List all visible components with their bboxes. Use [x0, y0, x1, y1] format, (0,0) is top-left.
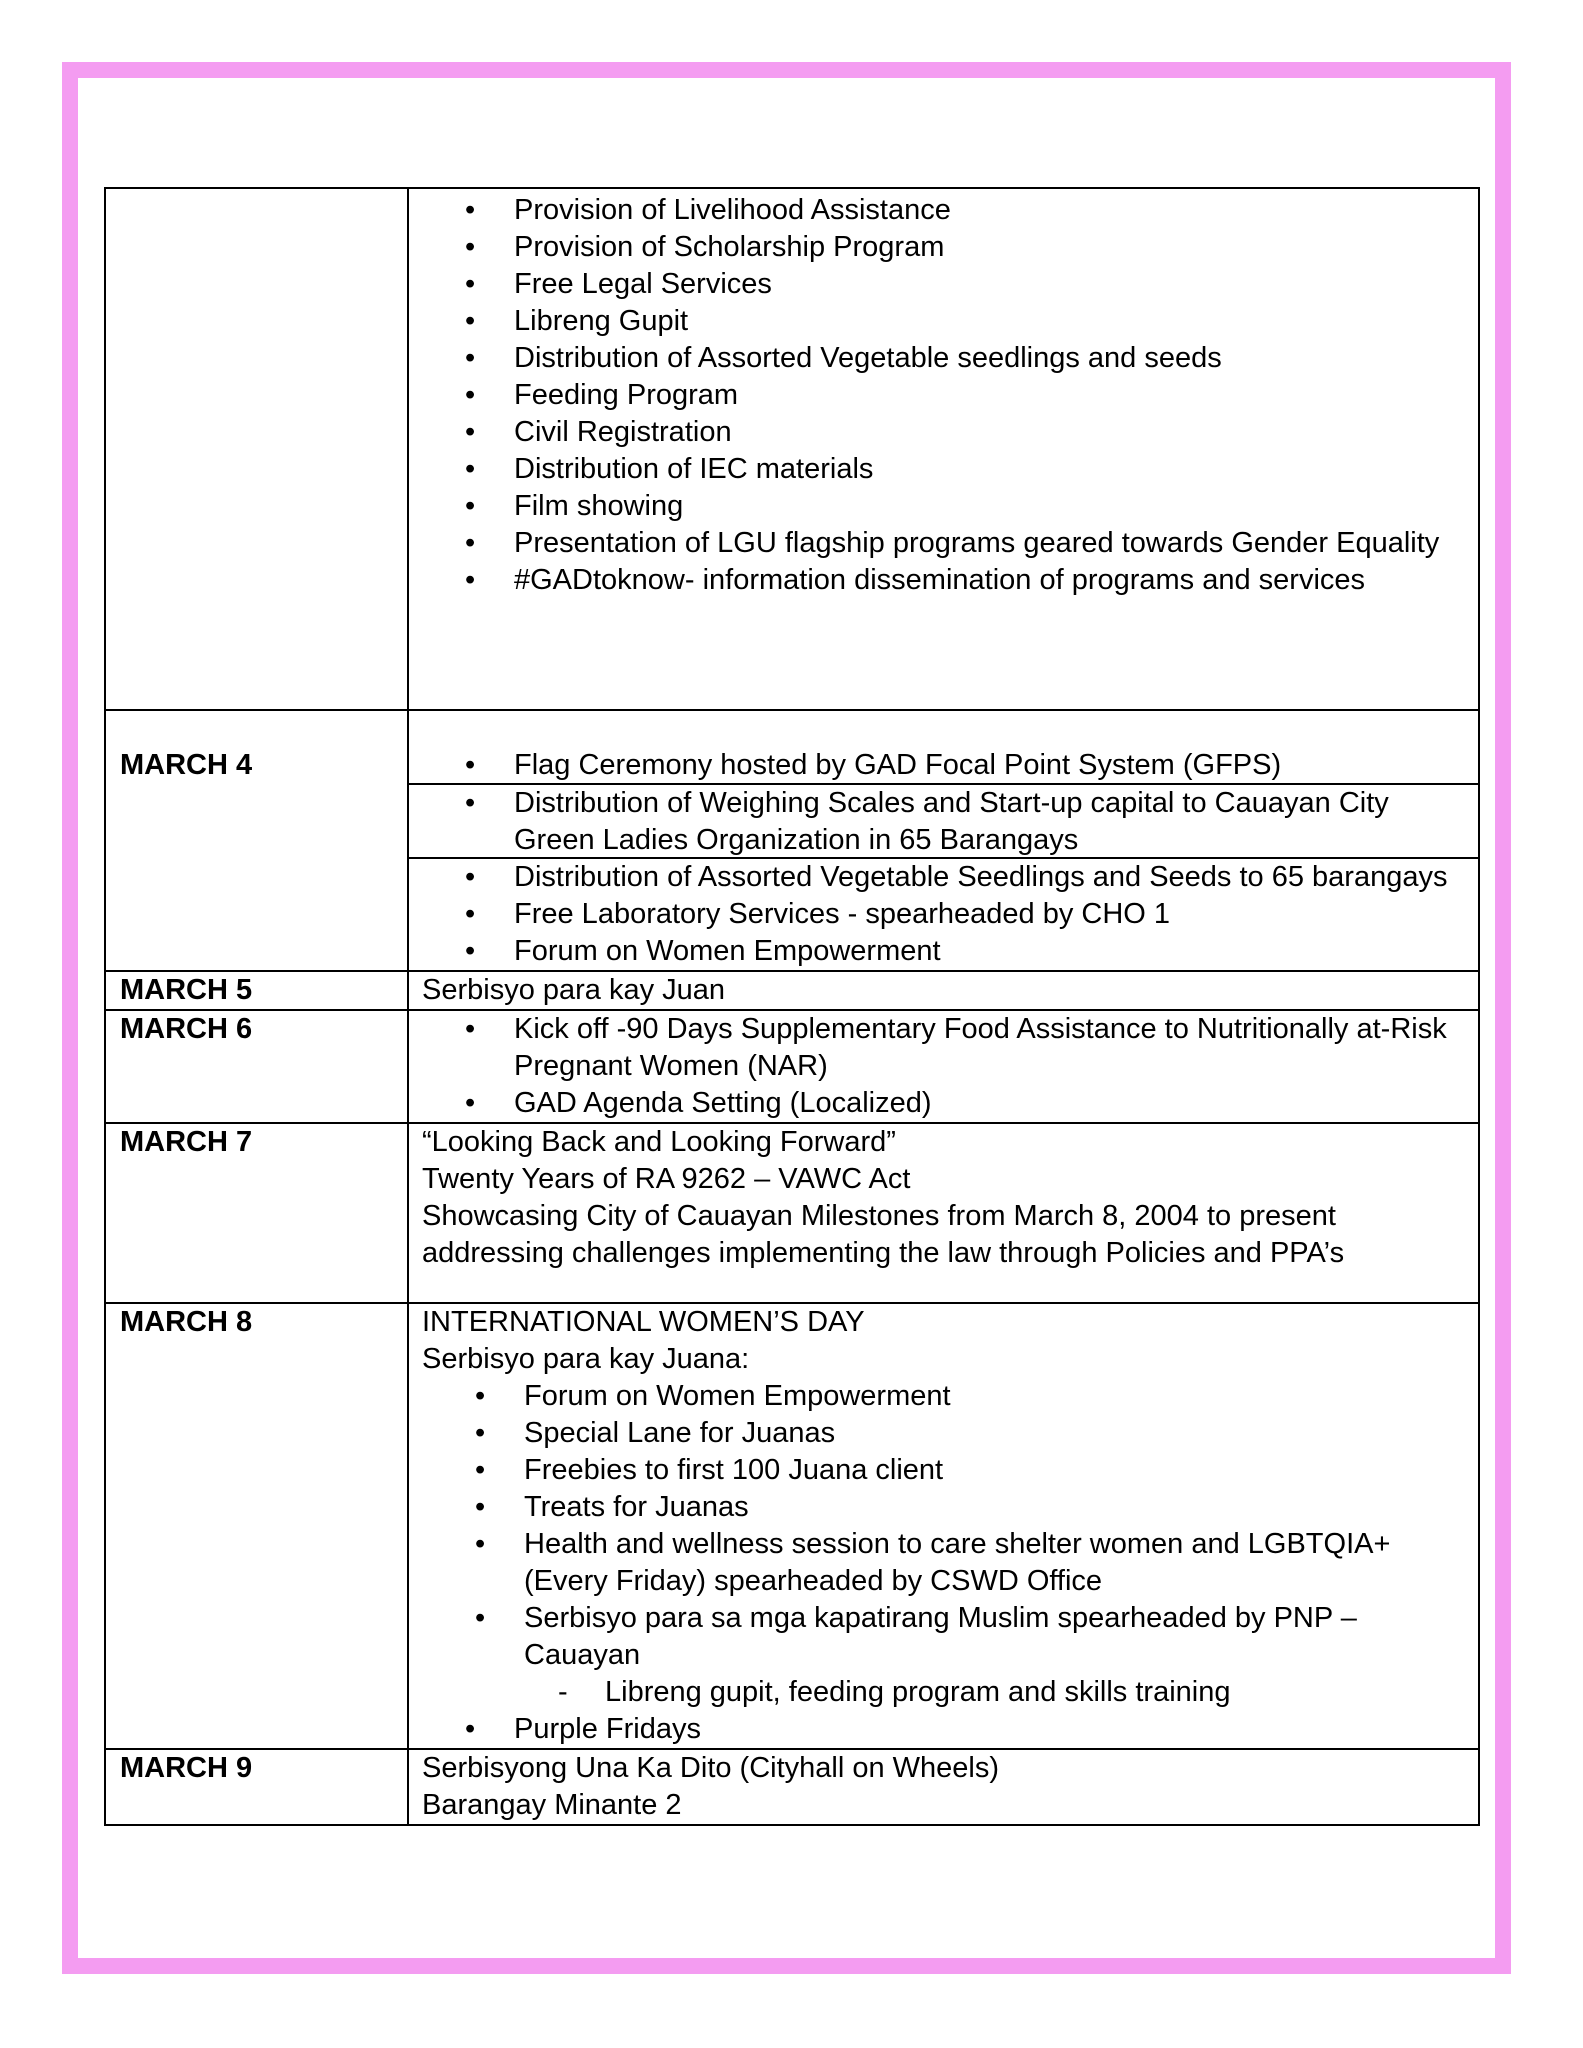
date-label: MARCH 4 — [120, 749, 253, 781]
activities-cell — [408, 710, 1479, 971]
subrow-seedlings — [409, 857, 1478, 970]
list-item: • Film showing — [409, 488, 1478, 525]
event-location: Barangay Minante 2 — [422, 1789, 682, 1821]
table-row — [105, 710, 1479, 971]
schedule-table — [104, 187, 1480, 1826]
date-cell: MARCH 5 — [105, 971, 408, 1010]
activity-list — [409, 859, 1478, 970]
event-title: Serbisyong Una Ka Dito (Cityhall on Wheels) — [422, 1752, 1000, 1784]
date-cell — [105, 710, 408, 971]
sub-activity-list — [409, 1674, 1478, 1711]
activity-list — [409, 189, 1478, 599]
activity-list — [409, 747, 1478, 784]
list-item: • Distribution of IEC materials — [409, 451, 1478, 488]
date-cell: MARCH 8 — [105, 1303, 408, 1749]
list-item: • Freebies to first 100 Juana client — [409, 1452, 1478, 1489]
list-item: • Forum on Women Empowerment — [409, 933, 1478, 970]
list-item: • Libreng Gupit — [409, 303, 1478, 340]
list-item: • Forum on Women Empowerment — [409, 1378, 1478, 1415]
list-item: • #GADtoknow- information dissemination of programs and services — [409, 562, 1478, 599]
date-cell: MARCH 9 — [105, 1749, 408, 1825]
list-item: • Purple Fridays — [409, 1711, 1478, 1748]
table-row — [105, 1010, 1479, 1123]
list-item: • Kick off -90 Days Supplementary Food Assistance to Nutritionally at-Risk Pregnant Women (NAR) — [409, 1011, 1478, 1085]
list-item: • GAD Agenda Setting (Localized) — [409, 1085, 1478, 1122]
list-item: • Flag Ceremony hosted by GAD Focal Point System (GFPS) — [409, 747, 1478, 784]
list-item: • Provision of Scholarship Program — [409, 229, 1478, 266]
date-cell — [105, 188, 408, 710]
list-item: • Feeding Program — [409, 377, 1478, 414]
activities-cell — [408, 1303, 1479, 1749]
list-item: • Health and wellness session to care shelter women and LGBTQIA+ (Every Friday) spearheaded by CSWD Office — [409, 1526, 1478, 1600]
event-heading: INTERNATIONAL WOMEN’S DAY — [422, 1306, 865, 1338]
list-item: • Serbisyo para sa mga kapatirang Muslim spearheaded by PNP – Cauayan — [409, 1600, 1478, 1674]
event-subheading: Serbisyo para kay Juana: — [422, 1343, 750, 1375]
event-subtitle: Twenty Years of RA 9262 – VAWC Act — [422, 1163, 911, 1195]
activities-cell — [408, 1123, 1479, 1303]
subrow-flag-ceremony — [409, 711, 1478, 783]
list-item: • Free Legal Services — [409, 266, 1478, 303]
table-row — [105, 1123, 1479, 1303]
activity-text: Serbisyo para kay Juan — [422, 974, 726, 1006]
activities-cell — [408, 188, 1479, 710]
list-item: • Civil Registration — [409, 414, 1478, 451]
list-item: • Free Laboratory Services - spearheaded by CHO 1 — [409, 896, 1478, 933]
activity-list — [409, 1011, 1478, 1122]
activities-cell — [408, 1010, 1479, 1123]
subrow-weighing-scales — [409, 783, 1478, 857]
date-cell: MARCH 6 — [105, 1010, 408, 1123]
list-item: - Libreng gupit, feeding program and skills training — [409, 1674, 1478, 1711]
list-item: • Distribution of Assorted Vegetable seedlings and seeds — [409, 340, 1478, 377]
table-row — [105, 188, 1479, 710]
list-item: • Provision of Livelihood Assistance — [409, 192, 1478, 229]
activity-list — [409, 1711, 1478, 1748]
activities-cell — [408, 971, 1479, 1010]
event-title: “Looking Back and Looking Forward” — [422, 1126, 896, 1158]
list-item: • Treats for Juanas — [409, 1489, 1478, 1526]
table-row — [105, 1303, 1479, 1749]
list-item: • Presentation of LGU flagship programs geared towards Gender Equality — [409, 525, 1478, 562]
list-item: • Distribution of Assorted Vegetable Seedlings and Seeds to 65 barangays — [409, 859, 1478, 896]
event-description: Showcasing City of Cauayan Milestones from March 8, 2004 to present addressing challenges implementing the law through Policies and PPA’s — [422, 1200, 1345, 1269]
activities-cell — [408, 1749, 1479, 1825]
date-cell: MARCH 7 — [105, 1123, 408, 1303]
activity-list — [409, 1378, 1478, 1674]
table-row — [105, 971, 1479, 1010]
table-row — [105, 1749, 1479, 1825]
list-item: • Special Lane for Juanas — [409, 1415, 1478, 1452]
activity-list — [409, 785, 1478, 859]
list-item: • Distribution of Weighing Scales and Start-up capital to Cauayan City Green Ladies Organization in 65 Barangays — [409, 785, 1478, 859]
